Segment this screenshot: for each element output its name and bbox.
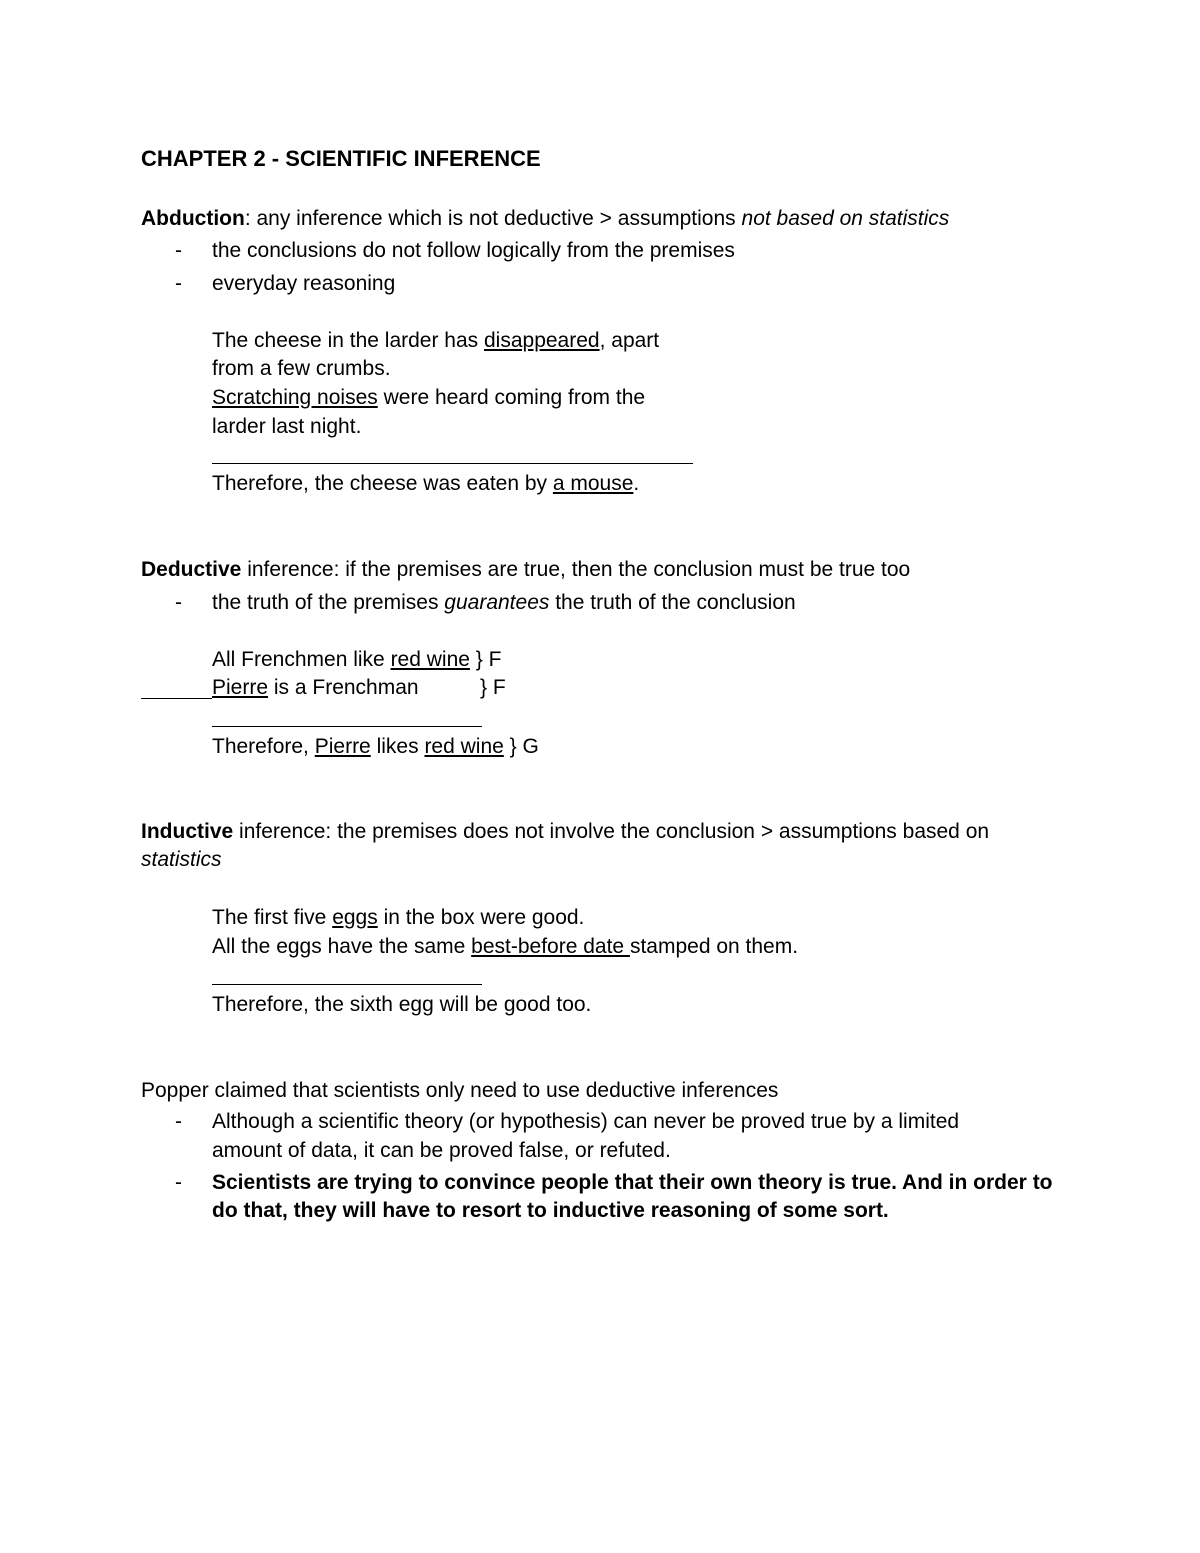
example-line: The cheese in the larder has disappeared, apart <box>212 329 660 352</box>
example-conclusion: Therefore, the cheese was eaten by a mouse. <box>212 472 640 495</box>
deductive-definition: Deductive inference: if the premises are true, then the conclusion must be true too <box>141 558 911 581</box>
bullet-dash: - <box>175 239 182 262</box>
inductive-definition: Inductive inference: the premises does not involve the conclusion > assumptions based on <box>141 820 990 843</box>
popper-intro: Popper claimed that scientists only need to use deductive inferences <box>141 1079 779 1102</box>
list-item-cont: amount of data, it can be proved false, or refuted. <box>212 1139 671 1162</box>
list-item-bold-cont: do that, they will have to resort to inductive reasoning of some sort. <box>212 1199 889 1222</box>
conclusion-divider <box>212 726 482 727</box>
bullet-dash: - <box>175 272 182 295</box>
abduction-definition: Abduction: any inference which is not deductive > assumptions not based on statistics <box>141 207 950 230</box>
list-item-bold: Scientists are trying to convince people that their own theory is true. And in order to <box>212 1171 1053 1194</box>
example-line: The first five eggs in the box were good. <box>212 906 585 929</box>
list-item: Although a scientific theory (or hypothesis) can never be proved true by a limited <box>212 1110 960 1133</box>
conclusion-divider <box>212 984 482 985</box>
bullet-dash: - <box>175 1171 182 1194</box>
bullet-dash: - <box>175 1110 182 1133</box>
conclusion-divider <box>212 463 693 464</box>
example-line: Pierre is a Frenchman <box>212 676 419 699</box>
premise-underline <box>141 698 212 699</box>
example-line: All Frenchmen like red wine } F <box>212 648 502 671</box>
example-line: from a few crumbs. <box>212 357 391 380</box>
example-conclusion: Therefore, the sixth egg will be good too. <box>212 993 592 1016</box>
list-item: the conclusions do not follow logically from the premises <box>212 239 735 262</box>
list-item: everyday reasoning <box>212 272 396 295</box>
example-line: All the eggs have the same best-before date stamped on them. <box>212 935 799 958</box>
example-line: larder last night. <box>212 415 362 438</box>
example-marker: } F <box>480 676 506 699</box>
list-item: the truth of the premises guarantees the truth of the conclusion <box>212 591 796 614</box>
page-title: CHAPTER 2 - SCIENTIFIC INFERENCE <box>141 146 541 171</box>
inductive-term: Inductive <box>141 820 234 843</box>
example-conclusion: Therefore, Pierre likes red wine } G <box>212 735 539 758</box>
deductive-term: Deductive <box>141 558 242 581</box>
abduction-term: Abduction <box>141 207 245 230</box>
bullet-dash: - <box>175 591 182 614</box>
inductive-definition-cont: statistics <box>141 848 222 871</box>
example-line: Scratching noises were heard coming from the <box>212 386 646 409</box>
